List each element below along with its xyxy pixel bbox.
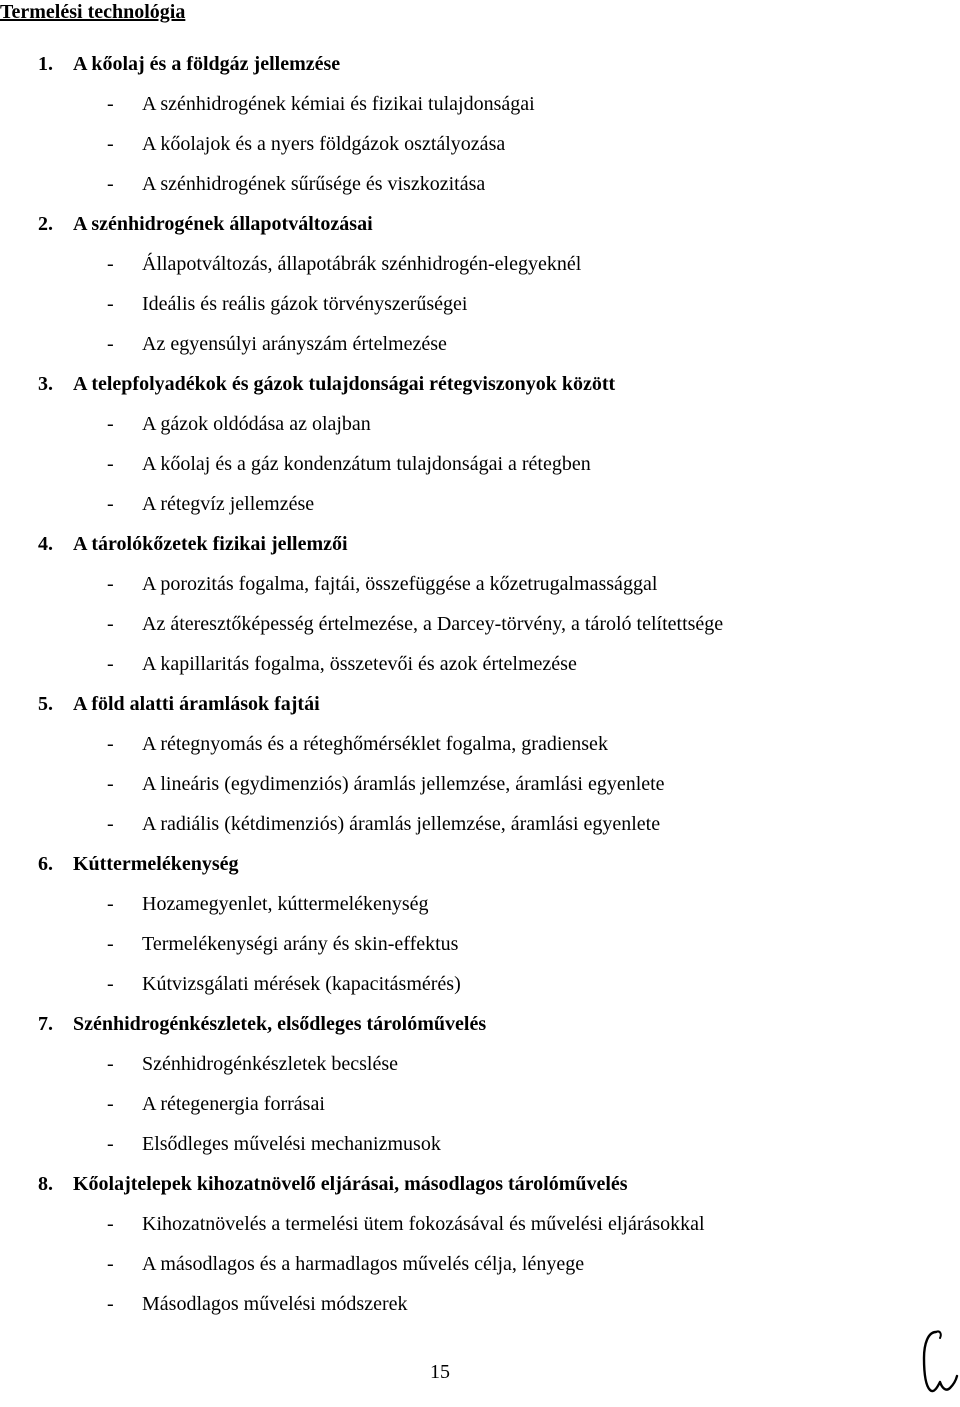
list-item [0,604,960,644]
list-bullet-dash: - [107,1053,114,1075]
section-heading [0,44,960,84]
list-item [0,164,960,204]
list-bullet-dash: - [107,613,114,635]
list-item [0,404,960,444]
list-item-text: A kőolaj és a gáz kondenzátum tulajdonságai a rétegben [142,453,591,475]
list-item-text: A kőolajok és a nyers földgázok osztályozása [142,133,506,155]
section-title: A föld alatti áramlások fajtái [73,693,320,715]
section-number: 4. [38,533,53,555]
list-item [0,124,960,164]
list-bullet-dash: - [107,493,114,515]
section-title: Kúttermelékenység [73,853,239,875]
list-item [0,644,960,684]
list-bullet-dash: - [107,1293,114,1315]
section-list [0,44,960,1324]
list-bullet-dash: - [107,773,114,795]
section-heading [0,684,960,724]
section-heading [0,1004,960,1044]
list-bullet-dash: - [107,253,114,275]
list-bullet-dash: - [107,733,114,755]
list-item-text: A porozitás fogalma, fajtái, összefüggése a kőzetrugalmassággal [142,573,658,595]
list-item [0,924,960,964]
section-title: A kőolaj és a földgáz jellemzése [73,53,341,75]
section-title: Szénhidrogénkészletek, elsődleges tárolóművelés [73,1013,487,1035]
list-bullet-dash: - [107,133,114,155]
list-bullet-dash: - [107,333,114,355]
list-item [0,1124,960,1164]
list-item-text: A gázok oldódása az olajban [142,413,371,435]
list-item-text: Az áteresztőképesség értelmezése, a Darcey-törvény, a tároló telítettsége [142,613,724,635]
section-heading [0,204,960,244]
list-item [0,804,960,844]
section-heading [0,1164,960,1204]
list-item [0,564,960,604]
list-bullet-dash: - [107,573,114,595]
section-number: 7. [38,1013,53,1035]
list-bullet-dash: - [107,813,114,835]
list-bullet-dash: - [107,1213,114,1235]
section-heading [0,844,960,884]
list-item [0,444,960,484]
list-item-text: A rétegenergia forrásai [142,1093,325,1115]
list-item [0,1084,960,1124]
list-bullet-dash: - [107,1093,114,1115]
list-bullet-dash: - [107,1253,114,1275]
list-bullet-dash: - [107,653,114,675]
list-item [0,764,960,804]
list-item-text: Kihozatnövelés a termelési ütem fokozásával és művelési eljárásokkal [142,1213,705,1235]
list-bullet-dash: - [107,293,114,315]
list-bullet-dash: - [107,93,114,115]
list-item-text: Kútvizsgálati mérések (kapacitásmérés) [142,973,461,995]
list-bullet-dash: - [107,413,114,435]
list-item [0,884,960,924]
list-bullet-dash: - [107,973,114,995]
list-item-text: A szénhidrogének kémiai és fizikai tulajdonságai [142,93,535,115]
list-item [0,1044,960,1084]
section-heading [0,364,960,404]
list-item-text: Ideális és reális gázok törvényszerűségei [142,293,468,315]
list-item [0,324,960,364]
list-bullet-dash: - [107,453,114,475]
section-number: 5. [38,693,53,715]
list-item-text: A szénhidrogének sűrűsége és viszkozitása [142,173,486,195]
list-item [0,1284,960,1324]
list-bullet-dash: - [107,1133,114,1155]
list-item [0,1204,960,1244]
list-item-text: Szénhidrogénkészletek becslése [142,1053,399,1075]
list-item [0,484,960,524]
list-item [0,284,960,324]
list-item-text: Hozamegyenlet, kúttermelékenység [142,893,429,915]
list-item [0,964,960,1004]
section-number: 8. [38,1173,53,1195]
list-item-text: Az egyensúlyi arányszám értelmezése [142,333,447,355]
section-title: A tárolókőzetek fizikai jellemzői [73,533,348,555]
section-number: 6. [38,853,53,875]
section-number: 2. [38,213,53,235]
section-title: A szénhidrogének állapotváltozásai [73,213,373,235]
list-bullet-dash: - [107,173,114,195]
list-item [0,724,960,764]
section-heading [0,524,960,564]
list-item-text: Termelékenységi arány és skin-effektus [142,933,459,955]
list-item-text: A lineáris (egydimenziós) áramlás jellemzése, áramlási egyenlete [142,773,665,795]
list-item-text: A másodlagos és a harmadlagos művelés célja, lényege [142,1253,585,1275]
list-bullet-dash: - [107,893,114,915]
list-item-text: A kapillaritás fogalma, összetevői és azok értelmezése [142,653,577,675]
list-item-text: A rétegvíz jellemzése [142,493,315,515]
section-title: Kőolajtelepek kihozatnövelő eljárásai, másodlagos tárolóművelés [73,1173,628,1195]
list-item-text: A rétegnyomás és a réteghőmérséklet fogalma, gradiensek [142,733,608,755]
page-number: 15 [430,1361,450,1383]
list-item [0,1244,960,1284]
section-number: 3. [38,373,53,395]
list-bullet-dash: - [107,933,114,955]
section-title: A telepfolyadékok és gázok tulajdonságai rétegviszonyok között [73,373,616,395]
list-item [0,244,960,284]
list-item-text: A radiális (kétdimenziós) áramlás jellemzése, áramlási egyenlete [142,813,661,835]
list-item-text: Másodlagos művelési módszerek [142,1293,408,1315]
list-item-text: Állapotváltozás, állapotábrák szénhidrogén-elegyeknél [142,253,582,275]
list-item [0,84,960,124]
list-item-text: Elsődleges művelési mechanizmusok [142,1133,441,1155]
document-title: Termelési technológia [0,1,186,23]
handwritten-signature [914,1326,960,1398]
section-number: 1. [38,53,53,75]
